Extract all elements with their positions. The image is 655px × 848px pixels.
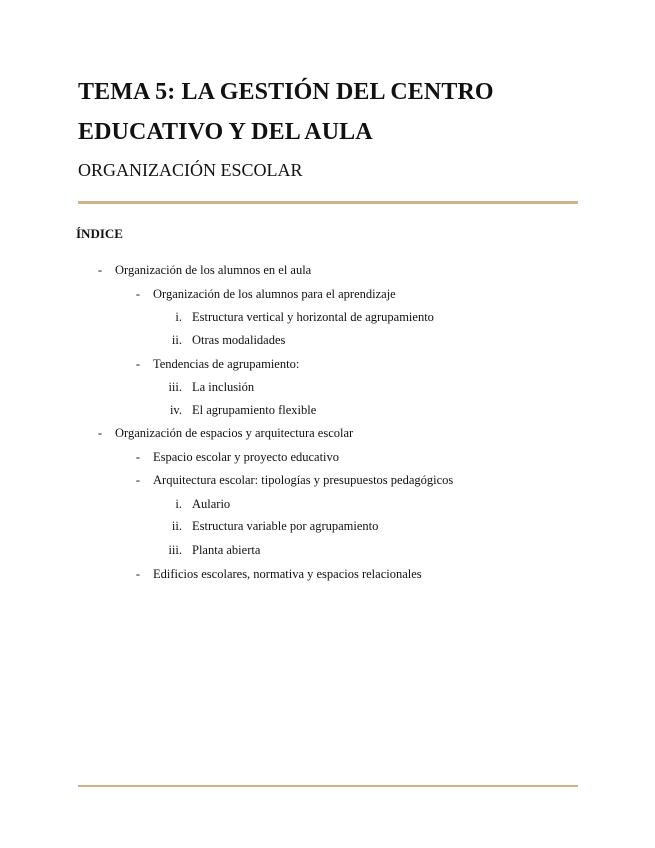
index-marker: i. [175,497,182,511]
index-marker: - [135,450,140,464]
index-marker: iii. [168,380,182,394]
index-marker: iii. [168,543,182,557]
index-item: Aulario [192,497,231,511]
index-heading: ÍNDICE [76,226,123,241]
document-title-line-1: TEMA 5: LA GESTIÓN DEL CENTRO [78,79,494,105]
index-marker: - [97,426,102,440]
index-marker: i. [175,310,182,324]
index-marker: ii. [171,333,182,347]
bottom-divider [78,785,578,787]
index-item: Otras modalidades [192,333,286,347]
document-title-line-2: EDUCATIVO Y DEL AULA [78,119,373,145]
index-marker: - [135,567,140,581]
index-item: La inclusión [192,380,255,394]
top-divider [78,201,578,204]
index-item: Planta abierta [192,543,261,557]
index-item: Estructura vertical y horizontal de agrupamiento [192,310,434,324]
index-item: Arquitectura escolar: tipologías y presupuestos pedagógicos [153,473,454,487]
index-item: Organización de los alumnos para el aprendizaje [153,287,396,301]
document-subtitle: ORGANIZACIÓN ESCOLAR [78,160,303,180]
index-item: Edificios escolares, normativa y espacios relacionales [153,567,422,581]
index-marker: iv. [169,403,182,417]
index-item: Organización de espacios y arquitectura escolar [115,426,354,440]
index-item: Estructura variable por agrupamiento [192,519,379,533]
index-marker: - [97,263,102,277]
index-item: Espacio escolar y proyecto educativo [153,450,340,464]
index-item: El agrupamiento flexible [192,403,317,417]
index-marker: ii. [171,519,182,533]
index-marker: - [135,287,140,301]
index-marker: - [135,357,140,371]
index-marker: - [135,473,140,487]
index-item: Tendencias de agrupamiento: [153,357,300,371]
index-item: Organización de los alumnos en el aula [115,263,312,277]
